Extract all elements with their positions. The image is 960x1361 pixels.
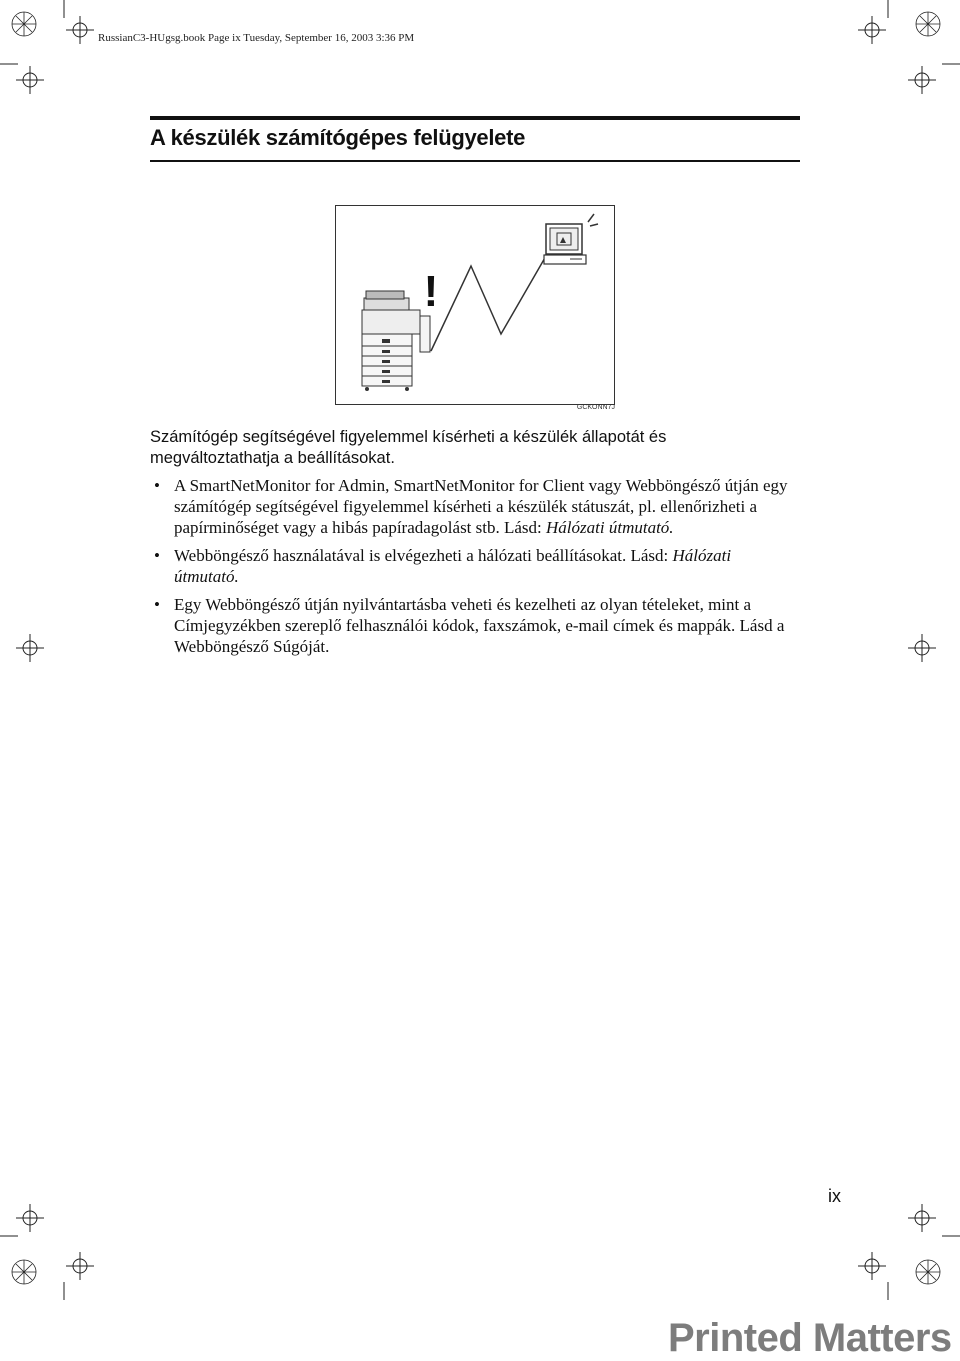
registration-target-icon [16, 66, 44, 94]
bullet-text: A SmartNetMonitor for Admin, SmartNetMonitor for Client vagy Webböngésző útján egy számítógép segítségével figyelemmel kísérheti a készülék státuszát, pl. ellenőrizheti a papírminőséget vagy a hibás papíradagolást stb. Lásd: [174, 476, 788, 537]
bullet-text: Egy Webböngésző útján nyilvántartásba veheti és kezelheti az olyan tételeket, mint a Címjegyzékben szereplő felhasználói kódok, faxszámok, e-mail címek és mappák. Lásd a Webböngésző Súgóját. [174, 595, 785, 656]
bullet-marker: • [154, 476, 160, 495]
registration-target-icon [858, 1252, 886, 1280]
starburst-mark-icon [12, 1260, 36, 1284]
registration-target-icon [66, 16, 94, 44]
page-number: ix [828, 1186, 841, 1206]
starburst-mark-icon [12, 12, 36, 36]
registration-target-icon [858, 16, 886, 44]
bullet-marker: • [154, 546, 160, 565]
bullet-reference: Hálózati útmutató. [174, 546, 732, 586]
page-title: A készülék számítógépes felügyelete [150, 125, 526, 150]
registration-target-icon [908, 66, 936, 94]
alert-icon: ! [423, 267, 439, 316]
registration-target-icon [908, 1204, 936, 1232]
registration-target-icon [66, 1252, 94, 1280]
bullet-text: Webböngésző használatával is elvégezheti a hálózati beállításokat. Lásd: [174, 546, 673, 565]
bullet-marker: • [154, 595, 160, 614]
registration-target-icon [908, 634, 936, 662]
book-header-line: RussianC3-HUgsg.book Page ix Tuesday, September 16, 2003 3:36 PM [98, 32, 415, 44]
printed-matters-watermark: Printed Matters [668, 1316, 952, 1360]
starburst-mark-icon [916, 1260, 940, 1284]
bullet-reference: Hálózati útmutató. [546, 518, 674, 537]
registration-target-icon [16, 1204, 44, 1232]
starburst-mark-icon [916, 12, 940, 36]
intro-paragraph: Számítógép segítségével figyelemmel kísérheti a készülék állapotát és megváltoztathatja a beállításokat. [150, 428, 667, 467]
figure-code: GCKONN7J [576, 404, 615, 411]
registration-target-icon [16, 634, 44, 662]
